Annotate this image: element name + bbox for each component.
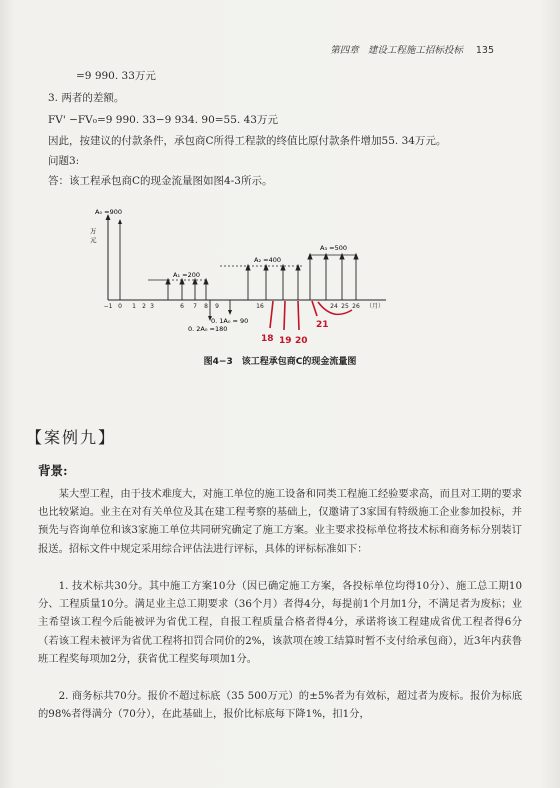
deduction-label-2: 0. 1A₀ = 90: [211, 317, 249, 325]
a3-arrows: [308, 254, 358, 300]
question-3-label: 问题3:: [48, 155, 80, 167]
tick-label: 25: [341, 303, 349, 310]
top-label: A₀ =900: [95, 208, 122, 216]
tick-labels: [104, 302, 384, 310]
handwritten-note: 20: [295, 336, 308, 345]
a3-label: A₃ =500: [320, 244, 347, 252]
case-title: 【案例九】: [26, 428, 117, 447]
technical-criteria-paragraph: 1. 技术标共30分。其中施工方案10分（因已确定施工方案，各投标单位均得10分）、施工总工期10分、工程质量10分。满足业主总工期要求（36个月）者得4分，每提前1个月加1分，不满足者为废标；业主希望该工程今后能被评为省优工程，自报工程质量合格者得4分，承诺将该工程建成省优工程者得6分（若该工程未被评为省优工程将扣罚合同价的2%，该款项在竣工结算时暂不支付给承包商），近3年内获鲁班工程奖每项加2分，获省优工程奖每项加1分。: [38, 580, 522, 665]
tick-label: 8: [204, 303, 208, 310]
x-unit-label: （月）: [366, 303, 385, 310]
handwritten-note: 19: [279, 336, 292, 345]
tick-label: 2: [142, 303, 146, 310]
deduction-label-1: 0. 2A₀ =180: [188, 325, 228, 333]
a2-label: A₂ =400: [254, 256, 281, 264]
running-header: [330, 42, 494, 56]
commercial-criteria-paragraph: 2. 商务标共70分。报价不超过标底（35 500万元）的±5%者为有效标，超过者为废标。报价为标底的98%者得满分（70分），在此基础上，报价比标底每下降1%，扣1分，: [38, 690, 522, 721]
difference-formula: FV' −FV₀=9 990. 33−9 934. 90=55. 43万元: [48, 114, 278, 126]
tick-label: 24: [330, 303, 338, 310]
a2-arrows: [246, 265, 300, 300]
figure-caption: 图4−3 该工程承包商C的现金流量图: [203, 357, 357, 367]
tick-label: 7: [193, 303, 197, 310]
tick-label: 1: [132, 303, 136, 310]
chapter-title: 建设工程施工招标投标: [367, 45, 463, 56]
result-line: =9 990. 33万元: [76, 70, 156, 82]
handwritten-marks: [270, 301, 352, 330]
tick-label: 9: [215, 303, 219, 310]
background-heading: 背景:: [38, 463, 68, 478]
background-paragraph: 某大型工程，由于技术难度大，对施工单位的施工设备和同类工程施工经验要求高，而且对工期的要求也比较紧迫。业主在对有关单位及其在建工程考察的基础上，仅邀请了3家国有特级施工企业参加投标，并预先与咨询单位和该3家施工单位共同研究确定了施工方案。业主要求投标单位将技术标和商务标分别装订报送。招标文件中规定采用综合评估法进行评标，具体的评标标准如下：: [38, 488, 522, 555]
tick-label: −1: [103, 303, 113, 310]
page-number: 135: [475, 45, 494, 56]
tick-label: 3: [150, 303, 154, 310]
conclusion-line: 因此，按建议的付款条件，承包商C所得工程款的终值比原付款条件增加55. 34万元。: [48, 135, 447, 147]
tick-label: 16: [256, 303, 264, 310]
cash-flow-diagram: [80, 200, 480, 345]
y-unit-top: 万: [90, 227, 97, 235]
item-3-heading: 3. 两者的差额。: [48, 92, 125, 104]
y-unit-bottom: 元: [90, 236, 97, 244]
tick-label: 6: [180, 303, 184, 310]
handwritten-note: 18: [261, 334, 274, 344]
tick-label: 0: [118, 303, 122, 310]
a1-label: A₁ =200: [173, 271, 200, 279]
chapter-label: 第四章: [330, 45, 359, 56]
a1-arrows: [166, 279, 208, 300]
answer-line: 答：该工程承包商C的现金流量图如图4-3所示。: [48, 175, 273, 187]
tick-label: 26: [352, 303, 360, 310]
handwritten-note: 21: [316, 320, 329, 330]
